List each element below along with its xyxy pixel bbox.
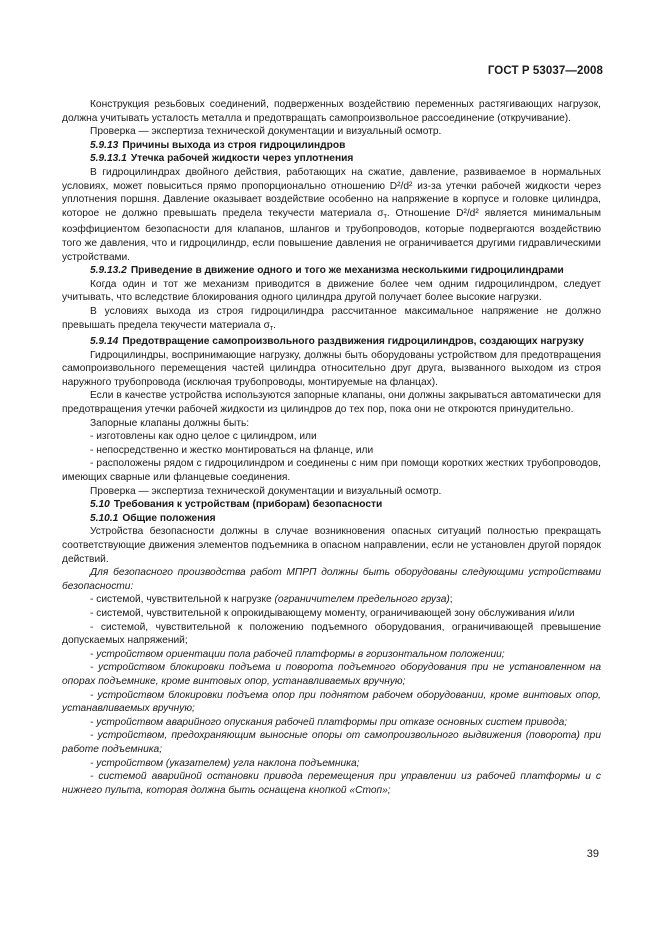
paragraph: Проверка — экспертиза технической документации и визуальный осмотр. — [90, 126, 442, 138]
paragraph: Гидроцилиндры, воспринимающие нагрузку, должны быть оборудованы устройством для предотвращения самопроизвольного перемещения частей цилиндра относительно друг друга, вызванного выходом из строя наружного трубопровода (исключая трубопроводы, монтируемые на фланцах). — [62, 349, 601, 388]
page-number: 39 — [586, 848, 599, 860]
section-heading-5-9-13-2 — [62, 264, 601, 278]
list-item: - системой аварийной остановки привода перемещения при управлении из рабочей платформы и с нижнего пульта, которая должна быть оснащена кнопкой «Стоп»; — [62, 771, 601, 796]
section-title: Причины выхода из строя гидроцилиндров — [122, 139, 346, 151]
list-item: - системой, чувствительной к положению подъемного оборудования, ограничивающей превышение допускаемых напряжений; — [62, 621, 601, 647]
paragraph — [62, 305, 601, 335]
list-item: - системой, чувствительной к опрокидывающему моменту, ограничивающей зону обслуживания и/или — [90, 607, 575, 619]
section-number: 5.9.13 — [90, 139, 119, 151]
section-title: Общие положения — [122, 512, 216, 524]
list-item: - устройством (указателем) угла наклона подъемника; — [90, 757, 360, 769]
list-item: - устройством аварийного опускания рабочей платформы при отказе основных систем привода; — [90, 716, 568, 728]
section-number: 5.10 — [90, 499, 110, 511]
subscript: т — [383, 212, 387, 220]
list-item: - непосредственно и жестко монтироваться на фланце, или — [90, 444, 374, 456]
subscript: т — [269, 324, 274, 332]
section-title: Приведение в движение одного и того же механизма несколькими гидроцилиндрами — [130, 265, 564, 277]
text-run: ; — [449, 594, 453, 606]
standard-header: ГОСТ Р 53037—2008 — [487, 65, 603, 77]
list-item: - расположены рядом с гидроцилиндром и соединены с ним при помощи коротких жестких трубопроводов, имеющих сварные или фланцевые соединения. — [62, 458, 601, 484]
list-item: - изготовлены как одно целое с цилиндром, или — [90, 431, 317, 443]
section-heading-5-10-1 — [62, 512, 601, 526]
list-item: - устройством ориентации пола рабочей платформы в горизонтальном положении; — [90, 648, 505, 660]
paragraph: Устройства безопасности должны в случае возникновения опасных ситуаций полностью прекращать соответствующие движения элементов подъемника в опасном направлении, если не установлен другой порядок действий. — [62, 526, 601, 565]
section-number: 5.9.13.1 — [90, 153, 127, 165]
paragraph: Проверка — экспертиза технической документации и визуальный осмотр. — [90, 485, 442, 497]
section-heading-5-9-13 — [62, 139, 601, 153]
text-run: - системой, чувствительной к нагрузке — [90, 594, 275, 606]
text-run: В условиях выхода из строя гидроцилиндра рассчитанное максимальное напряжение не должно превышать предела текучести материала σ — [62, 305, 601, 331]
text-run: В гидроцилиндрах двойного действия, работающих на сжатие, давление, развиваемое в нормальных условиях, может повыситься прямо пропорционально отношению D²/d² из-за утечки рабочей жидкости через уплотнения поршня. Давление оказывает воздействие особенно на напряжение в корпусе и головке цилиндра, которое не должно превышать предела текучести материала σ — [62, 166, 601, 219]
paragraph: Запорные клапаны должны быть: — [90, 417, 250, 429]
section-title: Требования к устройствам (приборам) безопасности — [113, 499, 383, 511]
section-title: Утечка рабочей жидкости через уплотнения — [130, 153, 354, 165]
section-heading-5-9-13-1 — [62, 152, 601, 166]
section-heading-5-9-14 — [62, 335, 601, 349]
paragraph: Конструкция резьбовых соединений, подверженных воздействию переменных растягивающих нагрузок, должна учитывать усталость металла и предотвращать самопроизвольное рассоединение (откручивание). — [62, 99, 601, 124]
text-run: (ограничителем предельного груза) — [274, 594, 450, 606]
paragraph — [62, 166, 601, 264]
section-number: 5.10.1 — [90, 512, 119, 524]
paragraph: Если в качестве устройства используются запорные клапаны, они должны закрываться автоматически для предотвращения утечки рабочей жидкости из цилиндров до тех пор, пока они не откроются принудительно. — [62, 390, 601, 416]
section-number: 5.9.13.2 — [90, 265, 127, 277]
section-number: 5.9.14 — [90, 336, 119, 348]
paragraph: Для безопасного производства работ МПРП должны быть оборудованы следующими устройствами безопасности: — [62, 567, 601, 592]
section-heading-5-10 — [62, 498, 601, 512]
list-item: - устройством блокировки подъема и поворота подъемного оборудования при не установленном на опорах подъемнике, кроме винтовых опор, устанавливаемых вручную; — [62, 662, 601, 687]
section-title: Предотвращение самопроизвольного раздвижения гидроцилиндров, создающих нагрузку — [122, 336, 584, 348]
paragraph: Когда один и тот же механизм приводится в движение более чем одним гидроцилиндром, следует учитывать, что вследствие блокирования одного цилиндра другой получает более высокие нагрузки. — [62, 278, 601, 304]
list-item: - устройством, предохраняющим выносные опоры от самопроизвольного выдвижения (поворота) при работе подъемника; — [62, 730, 601, 755]
list-item — [62, 593, 601, 607]
text-run: . — [273, 319, 276, 331]
document-body — [62, 98, 601, 797]
list-item: - устройством блокировки подъема опор при поднятом рабочем оборудовании, кроме винтовых опор, устанавливаемых вручную; — [62, 689, 601, 715]
text-run: . Отношение D²/d² является минимальным коэффициентом безопасности для клапанов, шлангов и трубопроводов, которые подвергаются воздействию того же давления, что и гидроцилиндр, если повышение давления не ограничивается другими гидравлическими устройствами. — [62, 207, 601, 263]
